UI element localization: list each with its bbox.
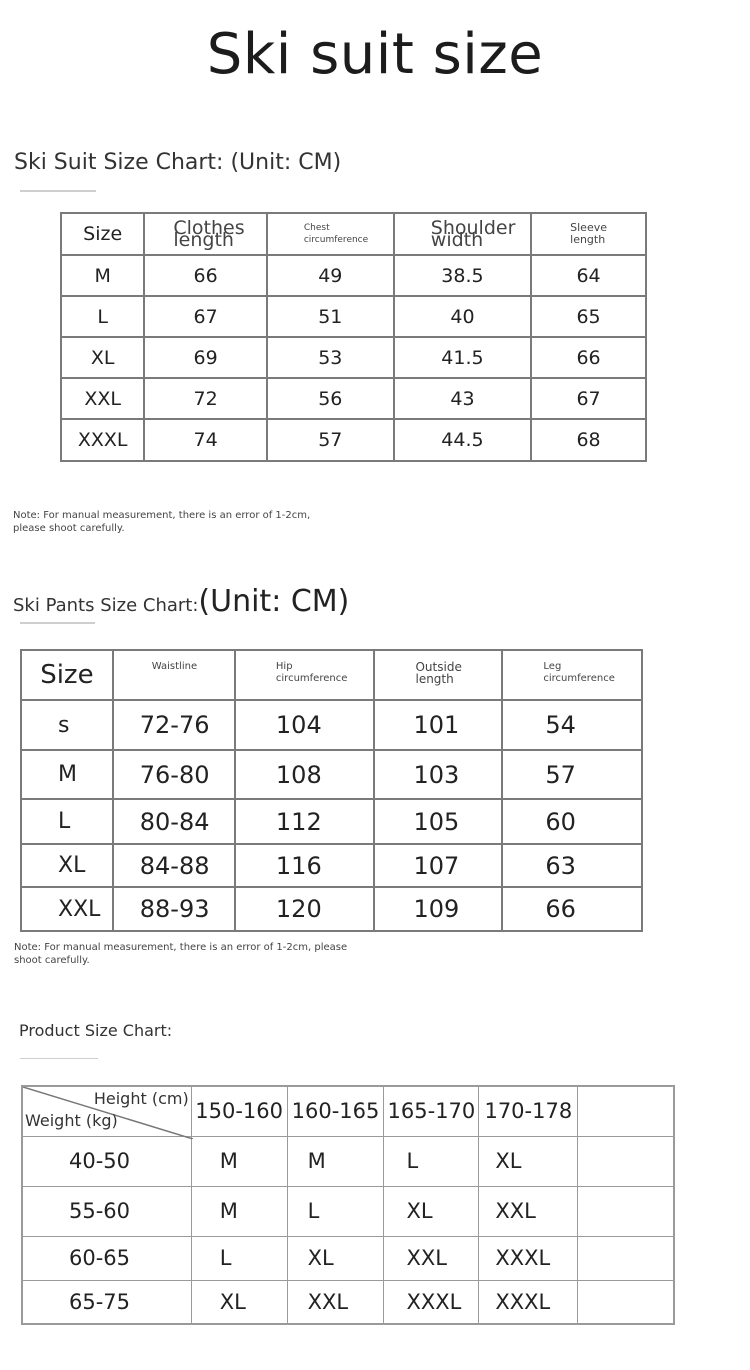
product-cell — [578, 1136, 674, 1186]
suit-cell: 56 — [267, 378, 394, 419]
pants-header-size: Size — [21, 650, 113, 700]
product-chart-title: Product Size Chart: — [19, 1021, 173, 1040]
product-cell: L — [191, 1236, 287, 1280]
suit-cell: 44.5 — [394, 419, 531, 461]
pants-cell: 76-80 — [113, 750, 235, 799]
suit-table-row — [61, 255, 646, 296]
product-table-row — [22, 1186, 674, 1236]
pants-row-label: M — [21, 750, 113, 799]
suit-header-clothes-length: Clothes length — [144, 213, 266, 255]
pants-title-main: Ski Pants Size Chart: — [13, 595, 199, 616]
pants-table-row — [21, 700, 642, 750]
product-height-header — [578, 1086, 674, 1136]
pants-cell: 109 — [374, 887, 502, 931]
product-height-header: 150-160 — [191, 1086, 287, 1136]
suit-note — [13, 509, 310, 535]
suit-title-underline — [20, 190, 96, 192]
product-cell: XXL — [479, 1186, 578, 1236]
product-cell: XL — [191, 1280, 287, 1324]
pants-header-leg: Leg circumference — [502, 650, 642, 700]
product-row-label: 65-75 — [22, 1280, 191, 1324]
suit-cell: 67 — [531, 378, 646, 419]
pants-cell: 54 — [502, 700, 642, 750]
product-cell: XL — [287, 1236, 384, 1280]
pants-cell: 103 — [374, 750, 502, 799]
suit-cell: 53 — [267, 337, 394, 378]
suit-note-line2: please shoot carefully. — [13, 523, 125, 534]
pants-cell: 108 — [235, 750, 375, 799]
product-cell: XXL — [384, 1236, 479, 1280]
suit-header-sleeve: Sleeve length — [531, 213, 646, 255]
product-row-label: 60-65 — [22, 1236, 191, 1280]
suit-table-row — [61, 296, 646, 337]
suit-cell: 64 — [531, 255, 646, 296]
pants-cell: 101 — [374, 700, 502, 750]
product-cell: XL — [384, 1186, 479, 1236]
pants-cell: 84-88 — [113, 844, 235, 887]
suit-cell: 51 — [267, 296, 394, 337]
pants-table-row — [21, 844, 642, 887]
pants-cell: 57 — [502, 750, 642, 799]
product-corner-cell — [22, 1086, 191, 1136]
pants-cell: 105 — [374, 799, 502, 844]
pants-header-hip: Hip circumference — [235, 650, 375, 700]
product-header-row — [22, 1086, 674, 1136]
suit-row-label: XL — [61, 337, 144, 378]
pants-table-row — [21, 887, 642, 931]
pants-note-line2: shoot carefully. — [14, 955, 90, 966]
pants-cell: 116 — [235, 844, 375, 887]
suit-cell: 66 — [531, 337, 646, 378]
suit-cell: 66 — [144, 255, 266, 296]
suit-chart-title: Ski Suit Size Chart: (Unit: CM) — [14, 150, 342, 175]
suit-row-label: XXL — [61, 378, 144, 419]
product-row-label: 55-60 — [22, 1186, 191, 1236]
suit-header-chest: Chest circumference — [267, 213, 394, 255]
product-cell: M — [287, 1136, 384, 1186]
pants-row-label: XL — [21, 844, 113, 887]
suit-cell: 69 — [144, 337, 266, 378]
page-title: Ski suit size — [206, 22, 544, 87]
pants-note-line1: Note: For manual measurement, there is an error of 1-2cm, please — [14, 942, 348, 953]
product-table-row — [22, 1136, 674, 1186]
pants-cell: 80-84 — [113, 799, 235, 844]
suit-cell: 72 — [144, 378, 266, 419]
pants-size-table — [20, 649, 643, 932]
suit-cell: 67 — [144, 296, 266, 337]
pants-row-label: XXL — [21, 887, 113, 931]
pants-cell: 107 — [374, 844, 502, 887]
pants-title-underline — [20, 622, 95, 624]
pants-header-outside-length: Outside length — [374, 650, 502, 700]
pants-row-label: L — [21, 799, 113, 844]
suit-cell: 65 — [531, 296, 646, 337]
suit-cell: 74 — [144, 419, 266, 461]
suit-cell: 38.5 — [394, 255, 531, 296]
suit-row-label: L — [61, 296, 144, 337]
product-height-header: 165-170 — [384, 1086, 479, 1136]
suit-header-size: Size — [61, 213, 144, 255]
pants-row-label: s — [21, 700, 113, 750]
suit-cell: 43 — [394, 378, 531, 419]
product-cell: L — [384, 1136, 479, 1186]
product-table-row — [22, 1236, 674, 1280]
product-cell: M — [191, 1186, 287, 1236]
product-title-underline — [20, 1058, 98, 1059]
pants-table-row — [21, 750, 642, 799]
product-size-table — [21, 1085, 675, 1325]
product-cell: XXL — [287, 1280, 384, 1324]
pants-cell: 60 — [502, 799, 642, 844]
suit-cell: 68 — [531, 419, 646, 461]
pants-chart-title — [13, 584, 349, 619]
suit-cell: 49 — [267, 255, 394, 296]
product-cell: XXXL — [479, 1236, 578, 1280]
product-height-header: 160-165 — [287, 1086, 384, 1136]
product-cell: L — [287, 1186, 384, 1236]
product-cell: XL — [479, 1136, 578, 1186]
product-height-header: 170-178 — [479, 1086, 578, 1136]
suit-table-row — [61, 419, 646, 461]
pants-cell: 63 — [502, 844, 642, 887]
suit-cell: 57 — [267, 419, 394, 461]
suit-header-row — [61, 213, 646, 255]
pants-cell: 112 — [235, 799, 375, 844]
suit-table-row — [61, 378, 646, 419]
suit-cell: 41.5 — [394, 337, 531, 378]
pants-cell: 88-93 — [113, 887, 235, 931]
suit-header-shoulder: Shoulder width — [394, 213, 531, 255]
product-row-label: 40-50 — [22, 1136, 191, 1186]
product-cell: XXXL — [384, 1280, 479, 1324]
suit-cell: 40 — [394, 296, 531, 337]
product-cell — [578, 1236, 674, 1280]
corner-weight-label: Weight (kg) — [25, 1110, 118, 1130]
suit-row-label: XXXL — [61, 419, 144, 461]
product-cell — [578, 1186, 674, 1236]
pants-cell: 66 — [502, 887, 642, 931]
suit-row-label: M — [61, 255, 144, 296]
pants-table-row — [21, 799, 642, 844]
pants-cell: 104 — [235, 700, 375, 750]
suit-table-row — [61, 337, 646, 378]
corner-height-label: Height (cm) — [93, 1089, 189, 1108]
product-table-row — [22, 1280, 674, 1324]
product-cell: M — [191, 1136, 287, 1186]
product-cell: XXXL — [479, 1280, 578, 1324]
pants-title-unit: (Unit: CM) — [198, 584, 350, 619]
suit-size-table — [60, 212, 647, 462]
product-cell — [578, 1280, 674, 1324]
pants-cell: 120 — [235, 887, 375, 931]
suit-note-line1: Note: For manual measurement, there is an error of 1-2cm, — [13, 510, 311, 521]
pants-note — [14, 941, 347, 967]
pants-cell: 72-76 — [113, 700, 235, 750]
pants-header-row — [21, 650, 642, 700]
pants-header-waistline: Waistline — [113, 650, 235, 700]
